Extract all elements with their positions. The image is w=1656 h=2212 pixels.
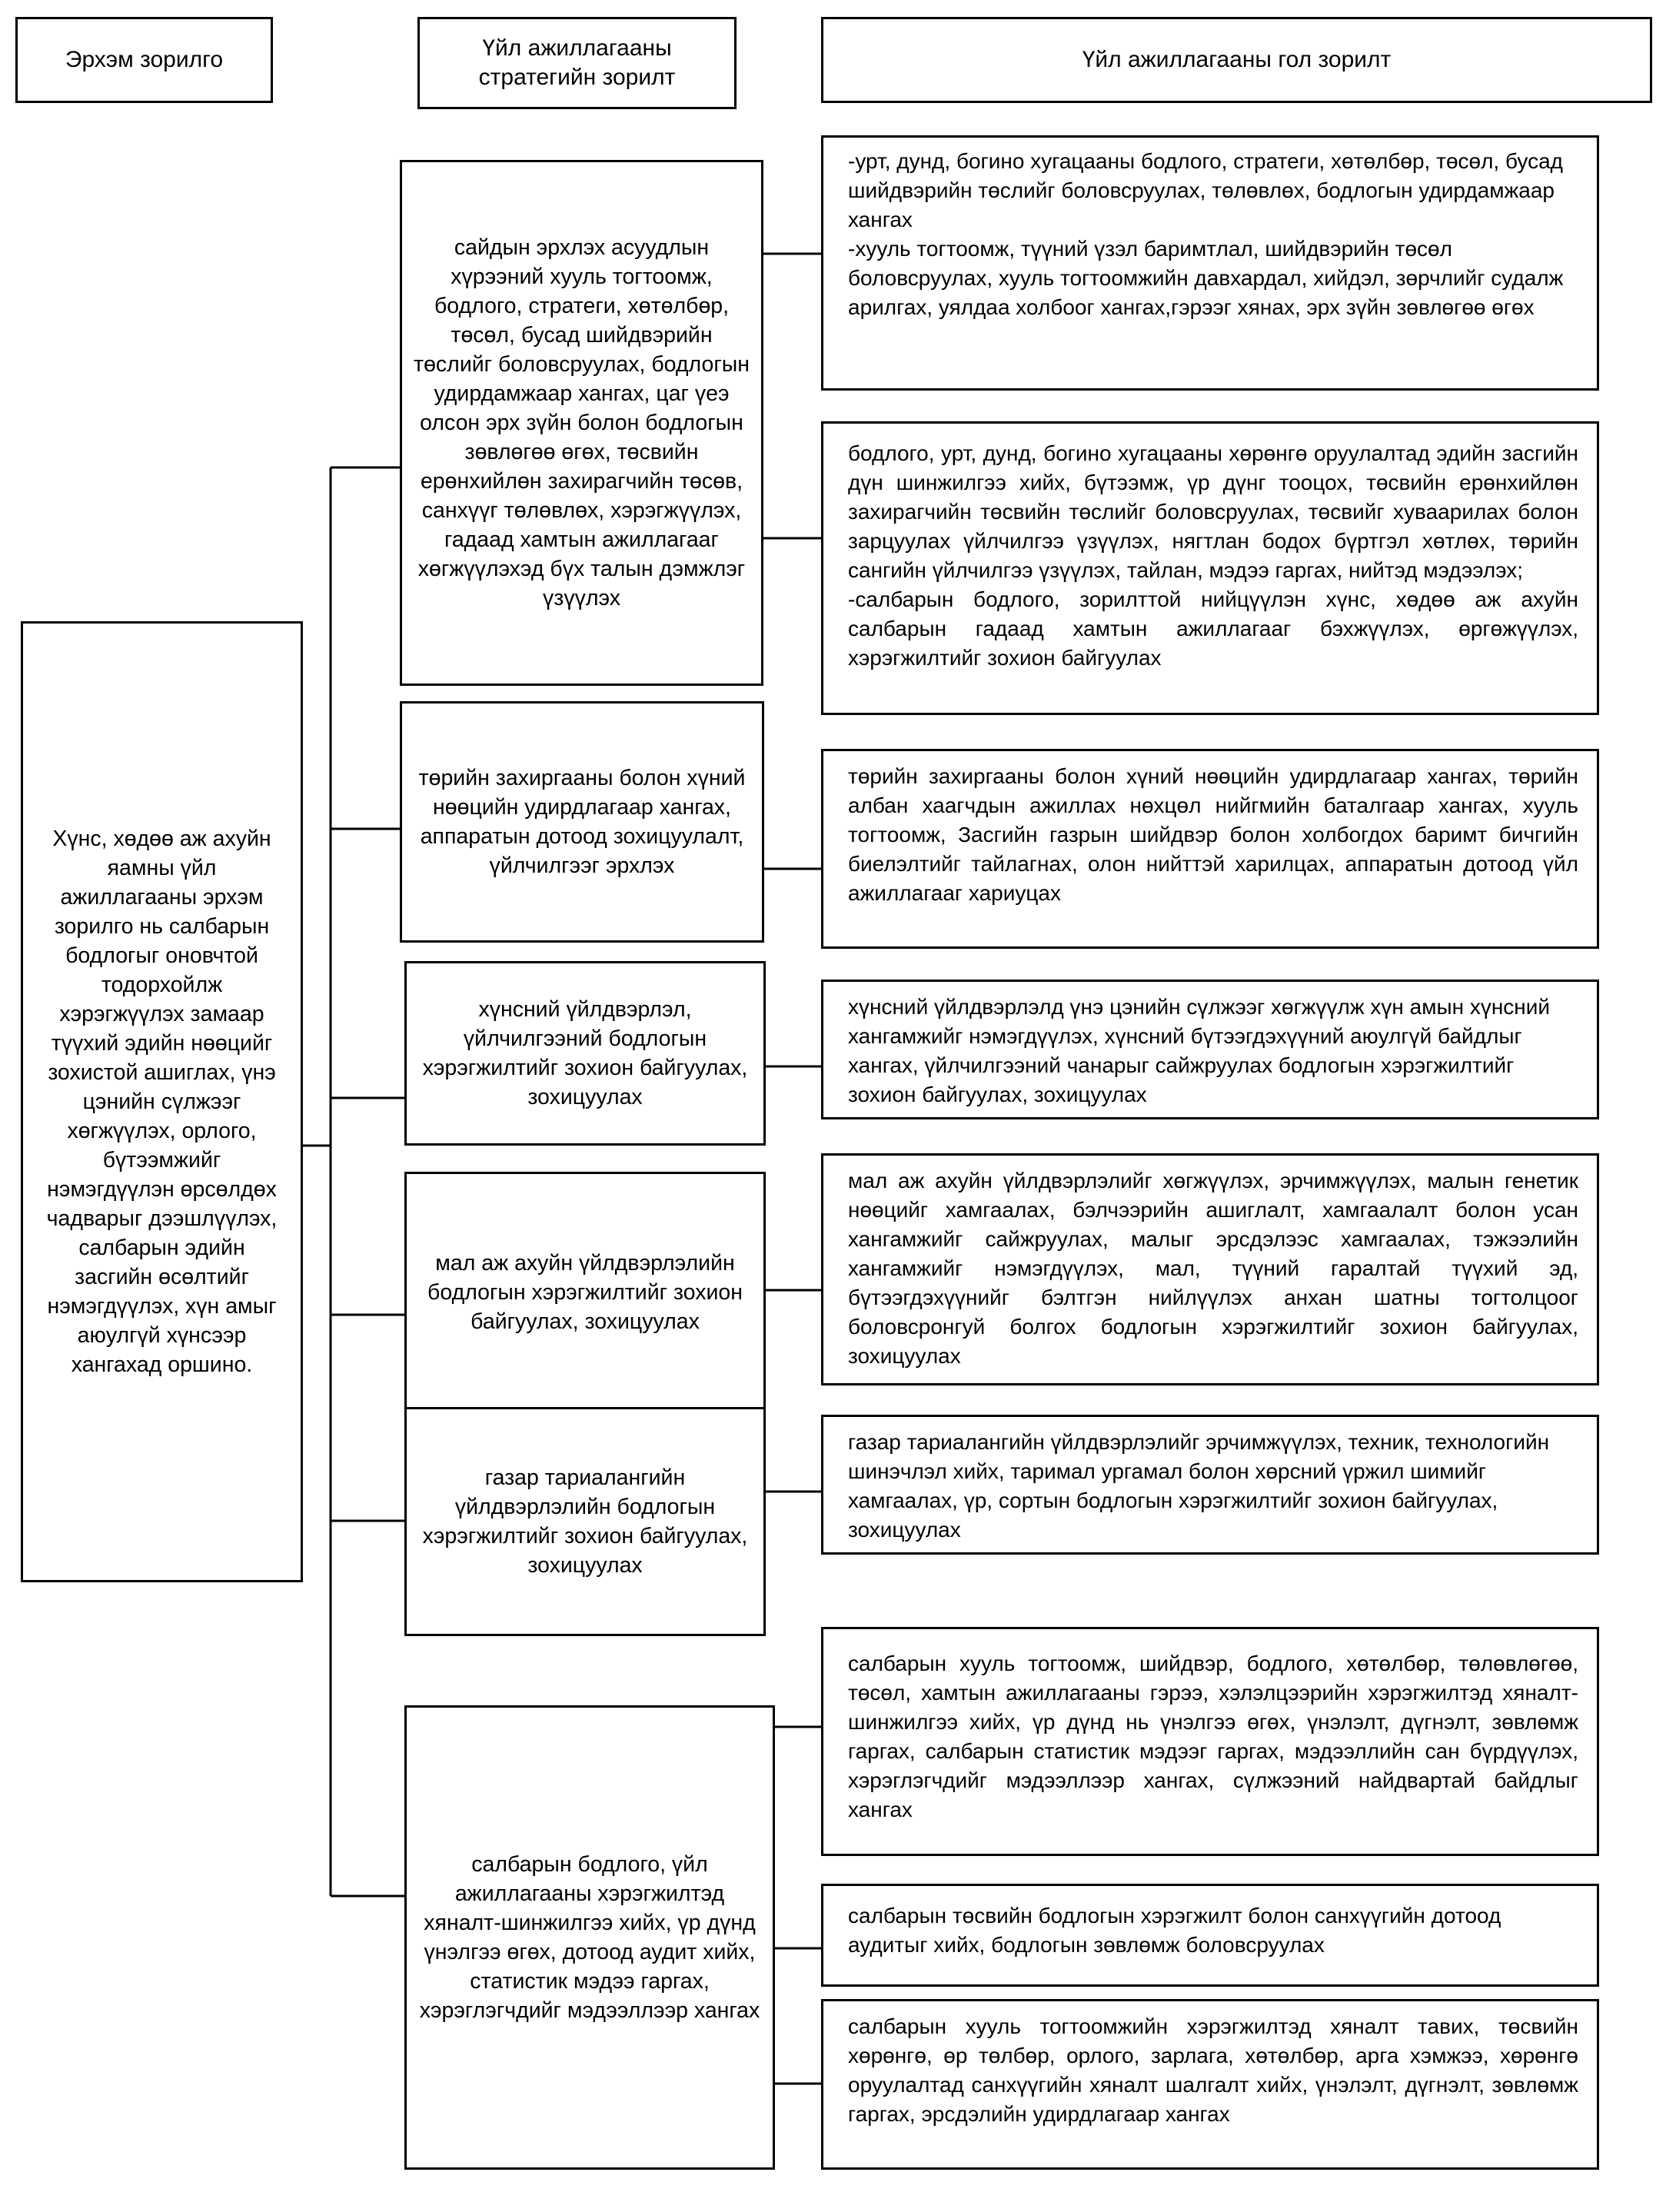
mission-box: Хүнс, хөдөө аж ахуйн яамны үйл ажиллагааны эрхэм зорилго нь салбарын бодлогыг оновчтой тодорхойлж хэрэгжүүлэх замаар түүхий эдийн нөөцийг зохистой ашиглах, үнэ цэнийн сүлжээг хөгжүүлэх, орлого, бүтээмжийг нэмэгдүүлэн өрсөлдөх чадварыг дээшлүүлэх, салбарын эдийн засгийн өсөлтийг нэмэгдүүлэх, хүн амыг аюулгүй хүнсээр хангахад оршино. xyxy=(21,621,303,1582)
main-box-5: мал аж ахуйн үйлдвэрлэлийг хөгжүүлэх, эрчимжүүлэх, малын генетик нөөцийг хамгаалах, бэлчээрийн ашиглалт, хамгаалалт болон усан хангамжийг сайжруулах, малыг эрсдэлээс хамгаалах, тэжээлийн хангамжийг нэмэгдүүлэх, мал, түүний гаралтай түүхий эд, бүтээгдэхүүнийг бэлтгэн нийлүүлэх анхан шатны тогтолцоог боловсронгуй болгох бодлогын хэрэгжилтийг зохион байгуулах, зохицуулах xyxy=(821,1153,1599,1385)
header-strategic: Үйл ажиллагааны стратегийн зорилт xyxy=(417,17,737,109)
main-box-1: -урт, дунд, богино хугацааны бодлого, стратеги, хөтөлбөр, төсөл, бусад шийдвэрийн төслийг боловсруулах, төлөвлөх, бодлогын удирдамжаар хангах -хууль тогтоомж, түүний үзэл баримтлал, шийдвэрийн төсөл боловсруулах, хууль тогтоомжийн давхардал, хийдэл, зөрчлийг судалж арилгах, уялдаа холбоог хангах,гэрээг хянах, эрх зүйн зөвлөгөө өгөх xyxy=(821,135,1599,391)
header-mission: Эрхэм зорилго xyxy=(15,17,273,103)
main-box-3: төрийн захиргааны болон хүний нөөцийн удирдлагаар хангах, төрийн албан хаагчдын ажиллах нөхцөл нийгмийн баталгаар хангах, хууль тогтоомж, Засгийн газрын шийдвэр болон холбогдох баримт бичгийн биелэлтийг тайлагнах, олон нийттэй харилцах, аппаратын дотоод үйл ажиллагааг хариуцах xyxy=(821,749,1599,949)
strategic-box-5: газар тариалангийн үйлдвэрлэлийн бодлогын хэрэгжилтийг зохион байгуулах, зохицуулах xyxy=(404,1407,766,1636)
strategic-box-3: хүнсний үйлдвэрлэл, үйлчилгээний бодлогын хэрэгжилтийг зохион байгуулах, зохицуулах xyxy=(404,961,766,1146)
strategic-box-1: сайдын эрхлэх асуудлын хүрээний хууль тогтоомж, бодлого, стратеги, хөтөлбөр, төсөл, бусад шийдвэрийн төслийг боловсруулах, бодлогын удирдамжаар хангах, цаг үеэ олсон эрх зүйн болон бодлогын зөвлөгөө өгөх, төсвийн ерөнхийлөн захирагчийн төсөв, санхүүг төлөвлөх, хэрэгжүүлэх, гадаад хамтын ажиллагааг хөгжүүлэхэд бүх талын дэмжлэг үзүүлэх xyxy=(400,160,763,686)
main-box-8: салбарын төсвийн бодлогын хэрэгжилт болон санхүүгийн дотоод аудитыг хийх, бодлогын зөвлөмж боловсруулах xyxy=(821,1884,1599,1987)
main-box-7: салбарын хууль тогтоомж, шийдвэр, бодлого, хөтөлбөр, төлөвлөгөө, төсөл, хамтын ажиллагааны гэрээ, хэлэлцээрийн хэрэгжилтэд хяналт-шинжилгээ хийх, үр дүнд нь үнэлгээ өгөх, үнэлэлт, дүгнэлт, зөвлөмж гаргах, салбарын статистик мэдээг гаргах, мэдээллийн сан бүрдүүлэх, хэрэглэгчдийг мэдээллээр хангах, сүлжээний найдвартай байдлыг хангах xyxy=(821,1627,1599,1856)
main-box-4: хүнсний үйлдвэрлэлд үнэ цэнийн сүлжээг хөгжүүлж хүн амын хүнсний хангамжийг нэмэгдүүлэх, хүнсний бүтээгдэхүүний аюулгүй байдлыг хангах, үйлчилгээний чанарыг сайжруулах бодлогын хэрэгжилтийг зохион байгуулах, зохицуулах xyxy=(821,980,1599,1119)
main-box-9: салбарын хууль тогтоомжийн хэрэгжилтэд хяналт тавих, төсвийн хөрөнгө, өр төлбөр, орлого, зарлага, хөтөлбөр, арга хэмжээ, хөрөнгө оруулалтад санхүүгийн хяналт шалгалт хийх, үнэлэлт, дүгнэлт, зөвлөмж гаргах, эрсдэлийн удирдлагаар хангах xyxy=(821,1999,1599,2170)
main-box-6: газар тариалангийн үйлдвэрлэлийг эрчимжүүлэх, техник, технологийн шинэчлэл хийх, таримал ургамал болон хөрсний үржил шимийг хамгаалах, үр, сортын бодлогын хэрэгжилтийг зохион байгуулах, зохицуулах xyxy=(821,1415,1599,1555)
strategic-box-7: салбарын бодлого, үйл ажиллагааны хэрэгжилтэд хяналт-шинжилгээ хийх, үр дүнд үнэлгээ өгөх, дотоод аудит хийх, статистик мэдээ гаргах, хэрэглэгчдийг мэдээллээр хангах xyxy=(404,1705,775,2170)
strategic-box-4: мал аж ахуйн үйлдвэрлэлийн бодлогын хэрэгжилтийг зохион байгуулах, зохицуулах xyxy=(404,1172,766,1413)
main-box-2: бодлого, урт, дунд, богино хугацааны хөрөнгө оруулалтад эдийн засгийн дүн шинжилгээ хийх, бүтээмж, үр дүнг тооцох, төсвийн ерөнхийлөн захирагчийн төсвийн төслийг боловсруулах, төсвийг хуваарилах болон зарцуулах үйлчилгээ үзүүлэх, нягтлан бодох бүртгэл хөтлөх, төрийн сангийн үйлчилгээ үзүүлэх, тайлан, мэдээ гаргах, нийтэд мэдээлэх; -салбарын бодлого, зорилттой нийцүүлэн хүнс, хөдөө аж ахуйн салбарын гадаад хамтын ажиллагааг бэхжүүлэх, өргөжүүлэх, хэрэгжилтийг зохион байгуулах xyxy=(821,421,1599,715)
strategic-box-2: төрийн захиргааны болон хүний нөөцийн удирдлагаар хангах, аппаратын дотоод зохицуулалт, үйлчилгээг эрхлэх xyxy=(400,701,764,943)
header-main: Үйл ажиллагааны гол зорилт xyxy=(821,17,1652,103)
